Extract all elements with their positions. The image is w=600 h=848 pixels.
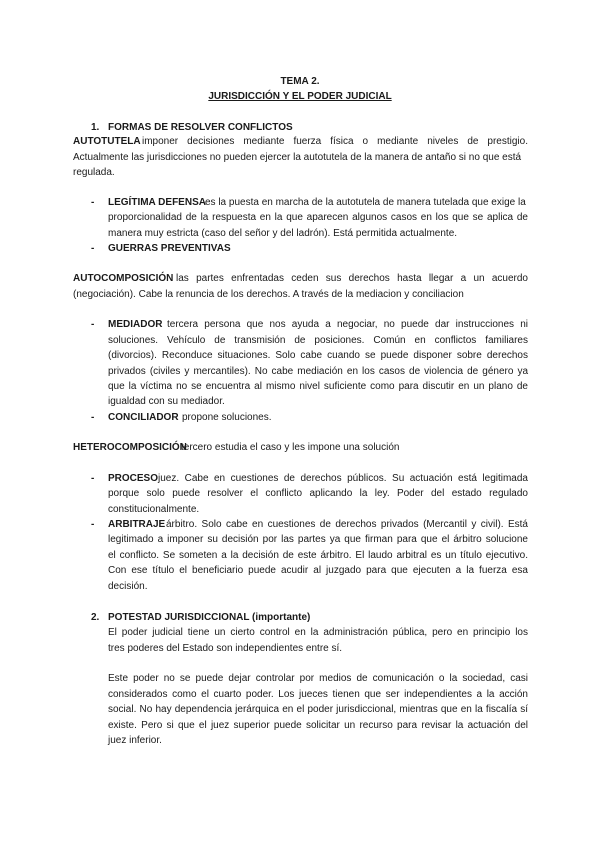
bullet-dash: -: [91, 412, 95, 423]
guerras-preventivas-term: GUERRAS PREVENTIVAS: [108, 243, 231, 254]
arbitraje-line-5: decisión.: [108, 581, 148, 592]
legitima-line-2: proporcionalidad de la respuesta en la que aparecen algunos casos en los que se aplica de: [108, 212, 528, 223]
bullet-dash: -: [91, 197, 95, 208]
proceso-line-2: porque solo puede resolver el conflicto aplicando la ley. Poder del estado regulado: [108, 488, 528, 499]
proceso-line-1: juez. Cabe en cuestiones de derechos públicos. Su actuación está legitimada: [158, 473, 528, 484]
doc-subtitle: JURISDICCIÓN Y EL PODER JUDICIAL: [208, 91, 392, 102]
mediador-line-6: igualdad con su mediador.: [108, 396, 225, 407]
conciliador-term: CONCILIADOR: [108, 412, 179, 423]
conciliador-line-1: propone soluciones.: [182, 412, 272, 423]
autocomposicion-line-1: las partes enfrentadas ceden sus derechos hasta llegar a un acuerdo: [176, 273, 528, 284]
legitima-line-1: es la puesta en marcha de la autotutela de manera tutelada que exige la: [205, 197, 526, 208]
potestad-p2-line-2: considerados como el cuarto poder. Los jueces tienen que ser independientes a la acción: [108, 689, 528, 700]
arbitraje-line-3: el conflicto. Se someten a la decisión de este árbitro. El laudo arbitral es un título ejecutivo.: [108, 550, 528, 561]
section-1-number: 1.: [91, 122, 100, 133]
legitima-line-3: manera muy estricta (caso del señor y del ladrón). Está permitida actualmente.: [108, 228, 458, 239]
heterocomposicion-line-1: tercero estudia el caso y les impone una solución: [181, 442, 400, 453]
section-1-heading: FORMAS DE RESOLVER CONFLICTOS: [108, 122, 293, 133]
autotutela-line-2: Actualmente las jurisdicciones no pueden ejercer la autotutela de la manera de antaño si no que está: [73, 152, 522, 163]
mediador-line-5: que la víctima no se encuentra al mismo nivel suficiente como para discutir en un plano de: [108, 381, 528, 392]
section-2-number: 2.: [91, 612, 100, 623]
autocomposicion-line-2: (negociación). Cabe la renuncia de los derechos. A través de la mediacion y conciliacion: [73, 289, 464, 300]
potestad-p2-line-1: Este poder no se puede dejar controlar por medios de comunicación o la sociedad, casi: [108, 673, 528, 684]
arbitraje-line-2: legitimado a imponer su decisión por las partes ya que firman para que el árbitro solucione: [108, 534, 528, 545]
autotutela-line-1: imponer decisiones mediante fuerza física o mediante niveles de prestigio.: [142, 136, 528, 147]
section-2-heading: POTESTAD JURISDICCIONAL: [108, 612, 250, 623]
potestad-p2-line-4: existe. Pero si que el juez superior puede solicitar un recurso para revisar la actuación del: [108, 720, 528, 731]
bullet-dash: -: [91, 319, 95, 330]
potestad-p2-line-5: juez inferior.: [108, 735, 162, 746]
mediador-term: MEDIADOR: [108, 319, 163, 330]
autotutela-line-3: regulada.: [73, 167, 115, 178]
arbitraje-line-1: árbitro. Solo cabe en cuestiones de derechos privados (Mercantil y civil). Está: [166, 519, 528, 530]
potestad-p1-line-1: El poder judicial tiene un cierto control en la administración pública, pero en principio los: [108, 627, 528, 638]
proceso-line-3: constitucionalmente.: [108, 504, 200, 515]
doc-title: TEMA 2.: [280, 76, 320, 87]
mediador-line-3: (divorcios). Reconduce situaciones. Solo cabe cuando se puede disponer sobre derechos: [108, 350, 528, 361]
mediador-line-2: soluciones. Vehículo de transmisión de posiciones. Común en conflictos familiares: [108, 335, 528, 346]
bullet-dash: -: [91, 473, 95, 484]
proceso-term: PROCESO: [108, 473, 159, 484]
bullet-dash: -: [91, 519, 95, 530]
section-2-heading-note: (importante): [252, 612, 311, 623]
arbitraje-line-4: Con ese título el beneficiario puede acudir al juzgado para que ejecuten a la fuerza esa: [108, 565, 528, 576]
autocomposicion-term: AUTOCOMPOSICIÓN: [73, 273, 174, 284]
mediador-line-4: privados (civiles y mercantiles). No cabe mediación en los casos de violencia de género ya: [108, 366, 528, 377]
legitima-defensa-term: LEGÍTIMA DEFENSA: [108, 197, 206, 208]
mediador-line-1: tercera persona que nos ayuda a negociar, no puede dar instrucciones ni: [167, 319, 528, 330]
autotutela-term: AUTOTUTELA: [73, 136, 141, 147]
potestad-p2-line-3: social. No hay dependencia jerárquica en el poder jurisdiccional, mientras que en la fiscalía sí: [108, 704, 528, 715]
bullet-dash: -: [91, 243, 95, 254]
arbitraje-term: ARBITRAJE: [108, 519, 166, 530]
potestad-p1-line-2: tres poderes del Estado son independientes entre sí.: [108, 643, 343, 654]
heterocomposicion-term: HETEROCOMPOSICIÓN: [73, 442, 187, 453]
